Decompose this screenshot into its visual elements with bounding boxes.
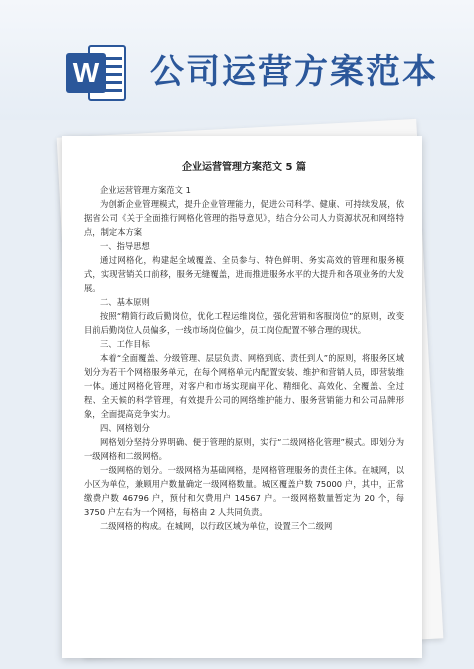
paragraph: 通过网格化，构建起全域覆盖、全员参与、特色鲜明、务实高效的管理和服务模式，实现营销关口前移，服务无缝覆盖，进而推进服务水平的大提升和各项业务的大发展。: [84, 255, 404, 293]
section-heading: 三、工作目标: [100, 339, 150, 349]
section-heading: 四、网格划分: [100, 423, 150, 433]
paragraph: 为创新企业管理模式，提升企业管理能力，促进公司科学、健康、可持续发展，依据省公司《关于全面推行网格化管理的指导意见》，结合分公司人力资源状况和网络特点，制定本方案: [84, 199, 404, 237]
banner: [0, 0, 474, 120]
paragraph: 本着“全面覆盖、分级管理、层层负责、网格到底、责任到人”的原则，将服务区域划分为若干个网格服务单元，在每个网格单元内配置安装、维护和营销人员，即营装维一体。通过网格化管理，对客户和市场实现扁平化、精细化、高效化、全覆盖、全过程、全天候的科学管理，有效提升公司的网络维护能力、服务营销能力和公司品牌形象，全面提高竞争实力。: [84, 353, 404, 419]
section-heading: 二、基本原则: [100, 297, 150, 307]
banner-title: 公司运营方案范本: [150, 52, 438, 92]
paragraph: 网格划分坚持分界明确、便于管理的原则，实行“二级网格化管理”模式。即划分为一级网格和二级网格。: [84, 437, 404, 461]
word-document-icon: [66, 43, 128, 103]
section-heading: 一、指导思想: [100, 241, 150, 251]
paragraph: 二级网格的构成。在城网，以行政区域为单位，设置三个二级网: [100, 521, 333, 531]
paragraph: 按照“精简行政后勤岗位，优化工程运维岗位，强化营销和客服岗位”的原则，改变目前后勤岗位人员偏多，一线市场岗位偏少，员工岗位配置不够合理的现状。: [84, 311, 404, 335]
word-logo-letter: W: [66, 53, 106, 93]
document-title: 企业运营管理方案范文 5 篇: [182, 162, 306, 173]
paragraph: 一级网格的划分。一级网格为基础网格，是网格管理服务的责任主体。在城网，以小区为单位，兼顾用户数量确定一级网格数量。城区覆盖户数 75000 户，其中，正常缴费户数 46796 户，预付和欠费用户 14567 户。一级网格数量暂定为 20 个，每 3750 户左右为一个网格，每格由 2 人共同负责。: [84, 465, 404, 517]
paragraph-subtitle: 企业运营管理方案范文 1: [100, 185, 191, 195]
document-page: [62, 136, 422, 658]
